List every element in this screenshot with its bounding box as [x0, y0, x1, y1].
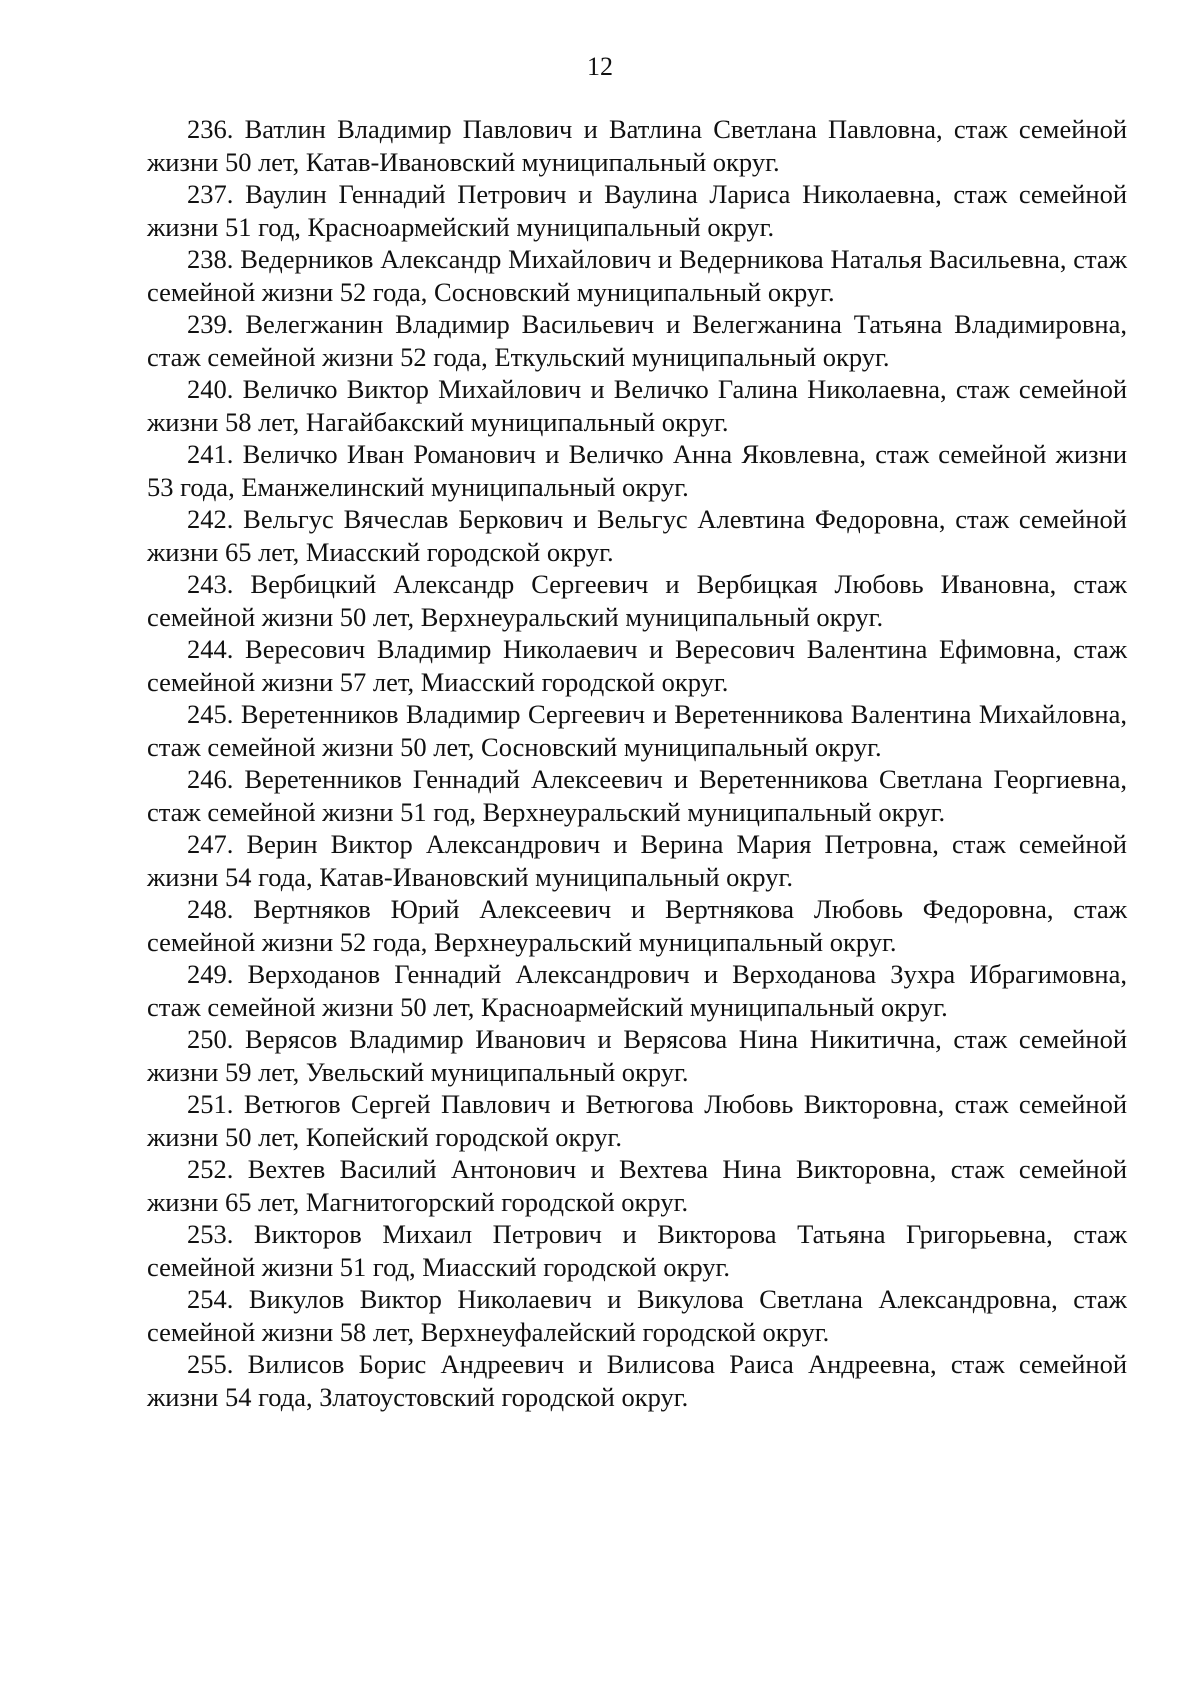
entry-number: 253.	[187, 1219, 234, 1249]
entry-text: Вересович Владимир Николаевич и Вересович Валентина Ефимовна, стаж семейной жизни 57 лет, Миасский городской округ.	[147, 634, 1128, 697]
list-item	[147, 1088, 1127, 1154]
list-item	[147, 633, 1127, 699]
list-item	[147, 308, 1127, 374]
entry-text: Вертняков Юрий Алексеевич и Вертнякова Любовь Федоровна, стаж семейной жизни 52 года, Верхнеуральский муниципальный округ.	[147, 894, 1128, 957]
entry-text: Верин Виктор Александрович и Верина Мария Петровна, стаж семейной жизни 54 года, Катав-Ивановский муниципальный округ.	[147, 829, 1127, 892]
entry-text: Величко Иван Романович и Величко Анна Яковлевна, стаж семейной жизни 53 года, Еманжелинский муниципальный округ.	[147, 439, 1127, 502]
list-item	[147, 1153, 1127, 1219]
awardee-list	[147, 113, 1127, 1414]
entry-number: 249.	[187, 959, 234, 989]
entry-number: 239.	[187, 309, 234, 339]
list-item	[147, 438, 1127, 504]
entry-text: Веретенников Геннадий Алексеевич и Веретенникова Светлана Георгиевна, стаж семейной жизни 51 год, Верхнеуральский муниципальный округ.	[147, 764, 1127, 827]
entry-number: 237.	[187, 179, 234, 209]
entry-number: 243.	[187, 569, 234, 599]
entry-number: 246.	[187, 764, 234, 794]
entry-text: Ваулин Геннадий Петрович и Ваулина Лариса Николаевна, стаж семейной жизни 51 год, Красноармейский муниципальный округ.	[147, 179, 1127, 242]
entry-text: Вехтев Василий Антонович и Вехтева Нина Викторовна, стаж семейной жизни 65 лет, Магнитогорский городской округ.	[147, 1154, 1127, 1217]
entry-number: 244.	[187, 634, 234, 664]
list-item	[147, 828, 1127, 894]
entry-number: 238.	[187, 244, 234, 274]
list-item	[147, 113, 1127, 179]
entry-number: 245.	[187, 699, 234, 729]
list-item	[147, 893, 1127, 959]
entry-number: 242.	[187, 504, 234, 534]
list-item	[147, 1283, 1127, 1349]
entry-text: Вельгус Вячеслав Беркович и Вельгус Алевтина Федоровна, стаж семейной жизни 65 лет, Миасский городской округ.	[147, 504, 1127, 567]
list-item	[147, 698, 1127, 764]
entry-text: Величко Виктор Михайлович и Величко Галина Николаевна, стаж семейной жизни 58 лет, Нагайбакский муниципальный округ.	[147, 374, 1128, 437]
entry-text: Веретенников Владимир Сергеевич и Веретенникова Валентина Михайловна, стаж семейной жизни 50 лет, Сосновский муниципальный округ.	[147, 699, 1127, 762]
entry-text: Велегжанин Владимир Васильевич и Велегжанина Татьяна Владимировна, стаж семейной жизни 52 года, Еткульский муниципальный округ.	[147, 309, 1128, 372]
list-item	[147, 373, 1127, 439]
entry-text: Викулов Виктор Николаевич и Викулова Светлана Александровна, стаж семейной жизни 58 лет, Верхнеуфалейский городской округ.	[147, 1284, 1127, 1347]
list-item	[147, 1218, 1127, 1284]
list-item	[147, 958, 1127, 1024]
entry-text: Верясов Владимир Иванович и Верясова Нина Никитична, стаж семейной жизни 59 лет, Увельский муниципальный округ.	[147, 1024, 1127, 1087]
entry-number: 236.	[187, 114, 234, 144]
list-item	[147, 503, 1127, 569]
entry-text: Викторов Михаил Петрович и Викторова Татьяна Григорьевна, стаж семейной жизни 51 год, Миасский городской округ.	[147, 1219, 1127, 1282]
entry-text: Вербицкий Александр Сергеевич и Вербицкая Любовь Ивановна, стаж семейной жизни 50 лет, Верхнеуральский муниципальный округ.	[147, 569, 1127, 632]
list-item	[147, 568, 1127, 634]
entry-number: 248.	[187, 894, 234, 924]
entry-number: 250.	[187, 1024, 234, 1054]
entry-text: Верходанов Геннадий Александрович и Верходанова Зухра Ибрагимовна, стаж семейной жизни 50 лет, Красноармейский муниципальный округ.	[147, 959, 1128, 1022]
entry-number: 240.	[187, 374, 234, 404]
entry-number: 254.	[187, 1284, 234, 1314]
list-item	[147, 243, 1127, 309]
list-item	[147, 178, 1127, 244]
list-item	[147, 763, 1127, 829]
entry-number: 251.	[187, 1089, 234, 1119]
page-number: 12	[587, 52, 613, 81]
entry-number: 241.	[187, 439, 234, 469]
entry-number: 247.	[187, 829, 234, 859]
entry-text: Вилисов Борис Андреевич и Вилисова Раиса Андреевна, стаж семейной жизни 54 года, Златоустовский городской округ.	[147, 1349, 1127, 1412]
entry-number: 255.	[187, 1349, 234, 1379]
list-item	[147, 1023, 1127, 1089]
list-item	[147, 1348, 1127, 1414]
entry-text: Ватлин Владимир Павлович и Ватлина Светлана Павловна, стаж семейной жизни 50 лет, Катав-Ивановский муниципальный округ.	[147, 114, 1127, 177]
entry-text: Ведерников Александр Михайлович и Ведерникова Наталья Васильевна, стаж семейной жизни 52 года, Сосновский муниципальный округ.	[147, 244, 1127, 307]
entry-number: 252.	[187, 1154, 234, 1184]
entry-text: Ветюгов Сергей Павлович и Ветюгова Любовь Викторовна, стаж семейной жизни 50 лет, Копейский городской округ.	[147, 1089, 1128, 1152]
